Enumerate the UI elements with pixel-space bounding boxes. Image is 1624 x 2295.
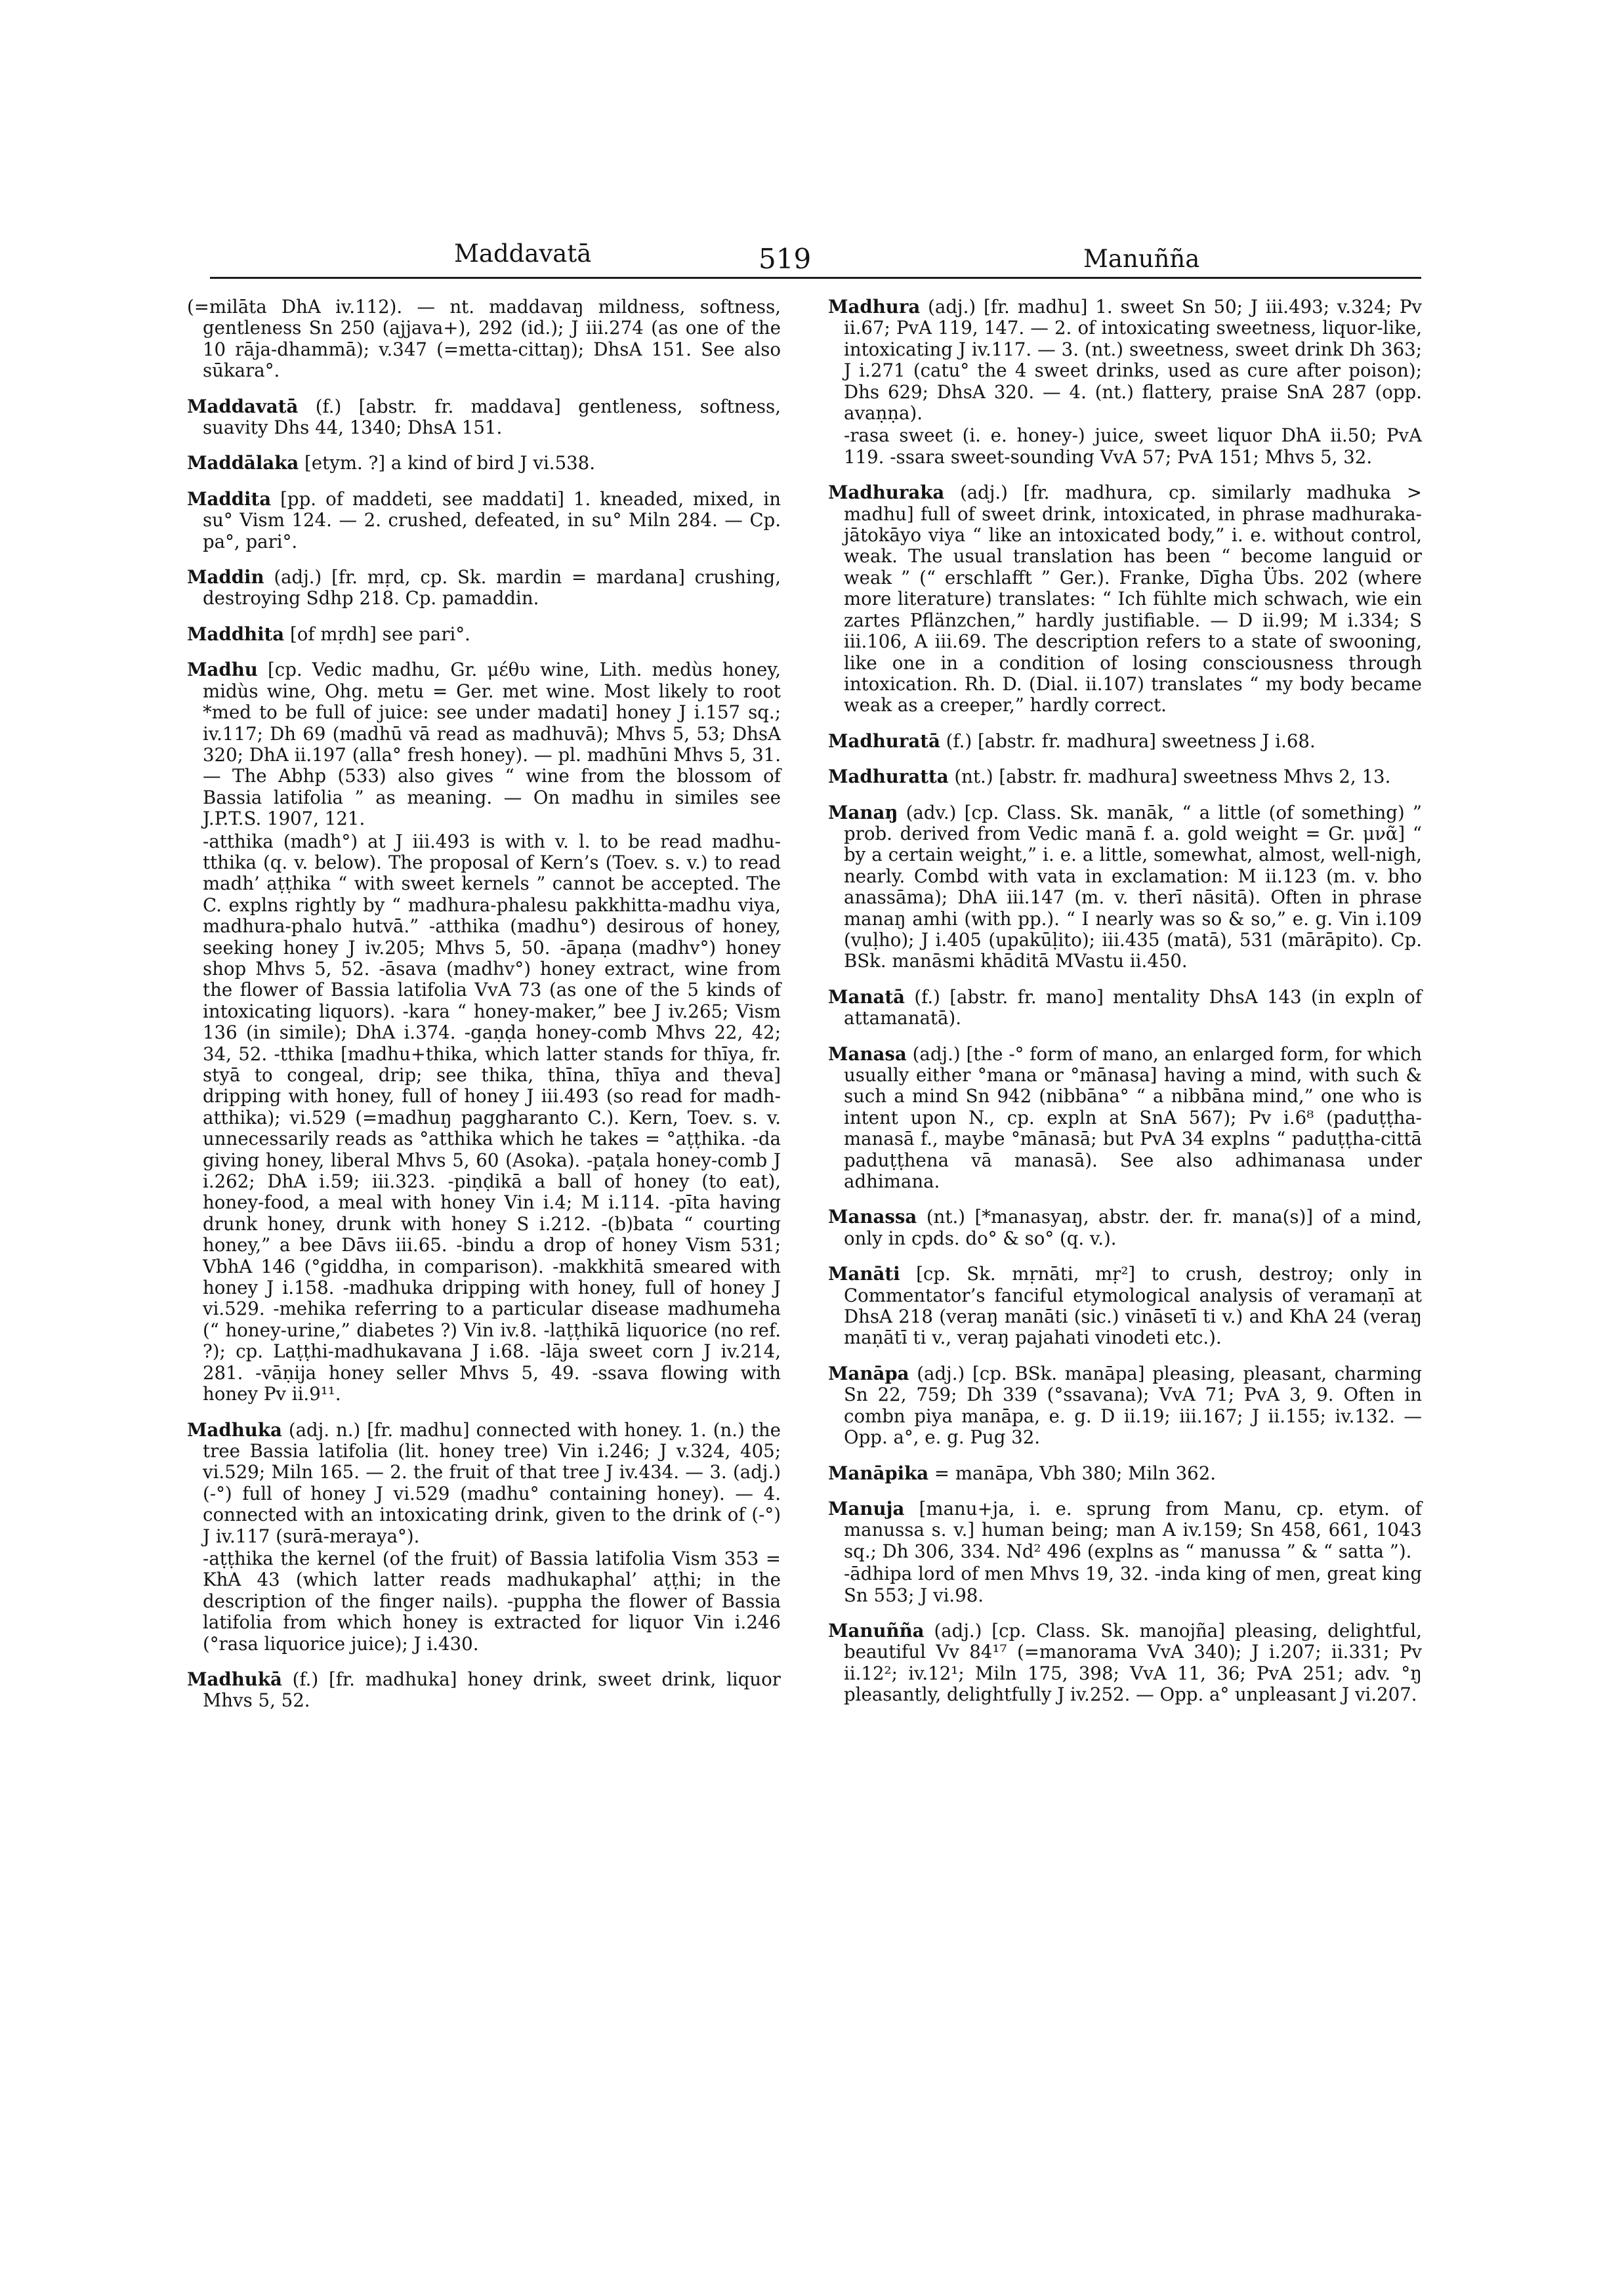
page-number: 519 (759, 243, 812, 275)
entry-definition: (f.) [abstr. fr. madhura] sweetness J i.68. (946, 730, 1316, 752)
entry-manata (828, 987, 1422, 1029)
entry-continuation (187, 297, 781, 382)
entry-manasa (828, 1044, 1422, 1193)
entry-definition: (f.) [abstr. fr. mano] mentality DhsA 143 (in expln of attamanatā). (844, 985, 1422, 1029)
entry-maddalaka (187, 453, 781, 474)
entry-manapika (828, 1463, 1422, 1484)
entry-headword: Manāti (828, 1263, 900, 1285)
entry-manati (828, 1264, 1422, 1349)
entry-headword: Manasa (828, 1043, 907, 1065)
entry-headword: Maddin (187, 566, 264, 589)
entry-madhuratta (828, 766, 1422, 787)
entry-definition: (adj. n.) [fr. madhu] connected with honey. 1. (n.) the tree Bassia latifolia (lit. honey tree) Vin i.246; J v.324, 405; vi.529; Miln 165. — 2. the fruit of that tree J iv.434. — 3. (adj.) (-°) full of honey J vi.529 (madhu° containing honey). — 4. connected with an intoxicating drink, given to the drink of (-°) J iv.117 (surā-meraya°). (203, 1418, 781, 1547)
entry-headword: Manaŋ (828, 801, 898, 823)
entry-definition: [cp. Sk. mṛnāti, mṛ²] to crush, destroy; only in Commentator’s fanciful etymological analysis of veramaṇī at DhsA 218 (veraŋ manāti (sic.) vināsetī ti v.) and KhA 24 (veraŋ maṇātī ti v., veraŋ pajahati vinodeti etc.). (844, 1263, 1422, 1349)
entry-madhurata (828, 731, 1422, 752)
entry-definition: (adj.) [fr. madhura, cp. similarly madhuka > madhu] full of sweet drink, intoxicated, in phrase madhuraka-jātokāyo viya “ like an intoxicated body,” i. e. without control, weak. The usual translation has been “ become languid or weak ” (“ erschlafft ” Ger.). Franke, Dīgha Übs. 202 (where more literature) translates: “ Ich fühlte mich schwach, wie ein zartes Pflänzchen,” hardly justifiable. — D ii.99; M i.334; S iii.106, A iii.69. The description refers to a state of swooning, like one in a condition of losing consciousness through intoxication. Rh. D. (Dial. ii.107) translates “ my body became weak as a creeper,” hardly correct. (844, 482, 1422, 716)
entry-definition: = manāpa, Vbh 380; Miln 362. (934, 1462, 1217, 1484)
entry-headword: Manāpika (828, 1462, 929, 1484)
entry-headword: Maddavatā (187, 395, 299, 417)
entry-maddavata (187, 396, 781, 439)
entry-headword: Maddita (187, 487, 272, 510)
right-column (828, 297, 1422, 1720)
entry-manunna (828, 1621, 1422, 1706)
entry-headword: Maddālaka (187, 452, 299, 474)
entry-headword: Manāpa (828, 1362, 909, 1384)
entry-compounds: -rasa sweet (i. e. honey-) juice, sweet liquor DhA ii.50; PvA 119. -ssara sweet-sounding VvA 57; PvA 151; Mhvs 5, 32. (844, 424, 1422, 468)
entry-definition: [pp. of maddeti, see maddati] 1. kneaded, mixed, in su° Vism 124. — 2. crushed, defeated, in su° Miln 284. — Cp. pa°, pari°. (203, 487, 781, 552)
entry-headword: Maddhita (187, 623, 285, 645)
entry-definition: (f.) [abstr. fr. maddava] gentleness, softness, suavity Dhs 44, 1340; DhsA 151. (203, 395, 781, 439)
entry-definition: [etym. ?] a kind of bird J vi.538. (304, 452, 596, 474)
entry-definition: (nt.) [abstr. fr. madhura] sweetness Mhvs 2, 13. (954, 766, 1391, 788)
entry-manassa (828, 1207, 1422, 1249)
entry-definition: (adj.) [cp. BSk. manāpa] pleasing, pleasant, charming Sn 22, 759; Dh 339 (°ssavana); VvA 71; PvA 3, 9. Often in combn piya manāpa, e. g. D ii.19; iii.167; J ii.155; iv.132. — Opp. a°, e. g. Pug 32. (844, 1362, 1422, 1449)
entry-headword: Manuja (828, 1497, 905, 1520)
entry-madhuraka (828, 482, 1422, 716)
entry-headword: Manuñña (828, 1619, 925, 1642)
entry-maddhita (187, 624, 781, 645)
entry-compounds: -ādhipa lord of men Mhvs 19, 32. -inda king of men, great king Sn 553; J vi.98. (844, 1563, 1422, 1606)
left-guide-word: Maddavatā (454, 239, 592, 268)
entry-definition: [manu+ja, i. e. sprung from Manu, cp. etym. of manussa s. v.] human being; man A iv.159; Sn 458, 661, 1043 sq.; Dh 306, 334. Nd² 496 (explns as “ manussa ” & “ satta ”). (844, 1497, 1422, 1562)
entry-definition: [cp. Vedic madhu, Gr. μέθυ wine, Lith. medùs honey, midùs wine, Ohg. metu = Ger. met wine. Most likely to root *med to be full of juice: see under madati] honey J i.157 sq.; iv.117; Dh 69 (madhū vā read as madhuvā); Mhvs 5, 53; DhsA 320; DhA ii.197 (alla° fresh honey). — pl. madhūni Mhvs 5, 31. — The Abhp (533) also gives “ wine from the blossom of Bassia latifolia ” as meaning. — On madhu in similes see J.P.T.S. 1907, 121. (203, 659, 781, 830)
entry-madhuka (187, 1420, 781, 1655)
entry-headword: Madhuraka (828, 482, 945, 504)
entry-headword: Manassa (828, 1206, 917, 1228)
entry-maddin (187, 567, 781, 610)
entry-madhura (828, 297, 1422, 468)
entry-headword: Madhukā (187, 1668, 282, 1690)
entry-definition: (f.) [fr. madhuka] honey drink, sweet drink, liquor Mhvs 5, 52. (203, 1668, 781, 1712)
entry-compounds: -aṭṭhika the kernel (of the fruit) of Bassia latifolia Vism 353 = KhA 43 (which latter reads madhukaphal’ aṭṭhi; in the description of the finger nails). -puppha the flower of Bassia latifolia from which honey is extracted for liquor Vin i.246 (°rasa liquorice juice); J i.430. (203, 1547, 781, 1655)
entry-definition: (=milāta DhA iv.112). — nt. maddavaŋ mildness, softness, gentleness Sn 250 (ajjava+), 292 (id.); J iii.274 (as one of the 10 rāja-dhammā); v.347 (=metta-cittaŋ); DhsA 151. See also sūkara°. (187, 296, 781, 382)
entry-headword: Madhuratta (828, 766, 949, 788)
entry-madhuka (187, 1669, 781, 1712)
entry-headword: Manatā (828, 985, 905, 1008)
left-column (187, 297, 781, 1726)
header-rule (210, 277, 1421, 279)
entry-definition: (adj.) [cp. Class. Sk. manojña] pleasing, delightful, beautiful Vv 84¹⁷ (=manorama VvA 340); J i.207; ii.331; Pv ii.12²; iv.12¹; Miln 175, 398; VvA 11, 36; PvA 251; adv. °ŋ pleasantly, delightfully J iv.252. — Opp. a° unpleasant J vi.207. (844, 1619, 1422, 1706)
entry-headword: Madhuratā (828, 730, 940, 752)
entry-definition: (adv.) [cp. Class. Sk. manāk, “ a little (of something) ” prob. derived from Vedic manā f. a. gold weight = Gr. μνᾶ] “ by a certain weight,” i. e. a little, somewhat, almost, well-nigh, nearly. Combd with vata in exclamation: M ii.123 (m. v. bho anassāma); DhA iii.147 (m. v. therī nāsitā). Often in phrase manaŋ amhi (with pp.). “ I nearly was so & so,” e. g. Vin i.109 (vuḷho); J i.405 (upakūḷito); iii.435 (matā), 531 (mārāpito). Cp. BSk. manāsmi khāditā MVastu ii.450. (844, 801, 1422, 972)
entry-definition: (adj.) [the -° form of mano, an enlarged form, for which usually either °mana or °mānasa] having a mind, with such & such a mind Sn 942 (nibbāna° “ a nibbāna mind,” one who is intent upon N., cp. expln at SnA 567); Pv i.6⁸ (paduṭṭha-manasā f., maybe °mānasā; but PvA 34 explns “ paduṭṭha-cittā paduṭṭhena vā manasā). See also adhimanasa under adhimana. (844, 1043, 1422, 1193)
entry-headword: Madhura (828, 296, 921, 318)
entry-definition: (adj.) [fr. madhu] 1. sweet Sn 50; J iii.493; v.324; Pv ii.67; PvA 119, 147. — 2. of intoxicating sweetness, liquor-like, intoxicating J iv.117. — 3. (nt.) sweetness, sweet drink Dh 363; J i.271 (catu° the 4 sweet drinks, used as cure after poison); Dhs 629; DhsA 320. — 4. (nt.) flattery, praise SnA 287 (opp. avaṇṇa). (844, 296, 1422, 424)
entry-manuja (828, 1499, 1422, 1606)
entry-madhu (187, 659, 781, 1405)
entry-definition: (nt.) [*manasyaŋ, abstr. der. fr. mana(s)] of a mind, only in cpds. do° & so° (q. v.). (844, 1206, 1423, 1249)
right-guide-word: Manuñña (1083, 245, 1200, 273)
entry-mana (828, 802, 1422, 972)
entry-definition: [of mṛdh] see pari°. (289, 623, 470, 645)
entry-maddita (187, 489, 781, 552)
entry-headword: Madhuka (187, 1418, 282, 1441)
entry-definition: (adj.) [fr. mṛd, cp. Sk. mardin = mardana] crushing, destroying Sdhp 218. Cp. pamaddin. (203, 566, 781, 610)
page-header (210, 239, 1424, 287)
entry-headword: Madhu (187, 659, 258, 681)
entry-manapa (828, 1363, 1422, 1449)
entry-compounds: -atthika (madh°) at J iii.493 is with v. l. to be read madhu-tthika (q. v. below). The proposal of Kern’s (Toev. s. v.) to read madh’ aṭṭhika “ with sweet kernels ” cannot be accepted. The C. explns rightly by “ madhura-phalesu pakkhitta-madhu viya, madhura-phalo hutvā.” -atthika (madhu°) desirous of honey, seeking honey J iv.205; Mhvs 5, 50. -āpaṇa (madhv°) honey shop Mhvs 5, 52. -āsava (madhv°) honey extract, wine from the flower of Bassia latifolia VvA 73 (as one of the 5 kinds of intoxicating liquors). -kara “ honey-maker,” bee J iv.265; Vism 136 (in simile); DhA i.374. -gaṇḍa honey-comb Mhvs 22, 42; 34, 52. -tthika [madhu+thika, which latter stands for thīya, fr. styā to congeal, drip; see thika, thīna, thīya and theva] dripping with honey, full of honey J iii.493 (so read for madh-atthika); vi.529 (=madhuŋ paggharanto C.). Kern, Toev. s. v. unnecessarily reads as °atthika which he takes = °aṭṭhika. -da giving honey, liberal Mhvs 5, 60 (Asoka). -paṭala honey-comb J i.262; DhA i.59; iii.323. -piṇḍikā a ball of honey (to eat), honey-food, a meal with honey Vin i.4; M i.114. -pīta having drunk honey, drunk with honey S i.212. -(b)bata “ courting honey,” a bee Dāvs iii.65. -bindu a drop of honey Vism 531; VbhA 146 (°giddha, in comparison). -makkhitā smeared with honey J i.158. -madhuka dripping with honey, full of honey J vi.529. -mehika referring to a particular disease madhumeha (“ honey-urine,” diabetes ?) Vin iv.8. -laṭṭhikā liquorice (no ref. ?); cp. Laṭṭhi-madhukavana J i.68. -lāja sweet corn J iv.214, 281. -vāṇija honey seller Mhvs 5, 49. -ssava flowing with honey Pv ii.9¹¹. (203, 830, 781, 1405)
